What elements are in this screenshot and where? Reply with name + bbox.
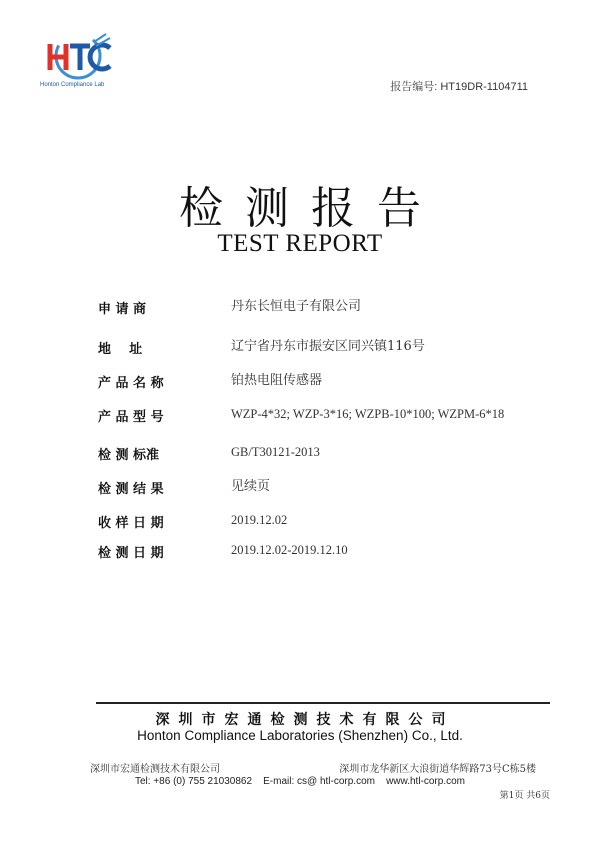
- title-chinese: 检测报告: [179, 183, 443, 234]
- info-value: WZP-4*32; WZP-3*16; WZPB-10*100; WZPM-6*18: [231, 407, 505, 421]
- info-value: 见续页: [231, 479, 271, 494]
- info-label: 申 请 商: [98, 302, 147, 317]
- info-value: 铂热电阻传感器: [231, 373, 323, 388]
- info-value: 辽宁省丹东市振安区同兴镇116号: [231, 339, 425, 354]
- info-label: 检 测 标准: [98, 448, 160, 463]
- report-number-label: 报告编号:: [390, 81, 438, 93]
- logo-caption: Honton Compliance Lab: [40, 82, 105, 88]
- report-number: [390, 78, 528, 94]
- info-label: 检 测 结 果: [98, 482, 164, 497]
- info-value: 2019.12.02: [231, 513, 288, 527]
- company-name-chinese: 深圳市宏通检测技术有限公司: [155, 712, 455, 728]
- footer-divider: [96, 702, 550, 704]
- info-value: 丹东长恒电子有限公司: [231, 299, 362, 314]
- info-value: 2019.12.02-2019.12.10: [231, 543, 348, 557]
- page-number: 第1页 共6页: [499, 791, 550, 801]
- company-name-english: Honton Compliance Laboratories (Shenzhen) Co., Ltd.: [137, 728, 463, 743]
- info-label: 地 址: [98, 342, 143, 357]
- report-number-value: HT19DR-1104711: [440, 81, 528, 93]
- info-label: 收 样 日 期: [98, 516, 164, 531]
- address-right: 深圳市龙华新区大浪街道华辉路73号C栋5楼: [339, 764, 536, 775]
- contact-line: Tel: +86 (0) 755 21030862 E-mail: cs@ htl-corp.com www.htl-corp.com: [134, 776, 465, 787]
- info-label: 产 品 型 号: [98, 410, 164, 425]
- info-label: 检 测 日 期: [98, 546, 164, 561]
- company-logo: [40, 30, 120, 90]
- info-label: 产 品 名 称: [98, 376, 164, 391]
- title-english: TEST REPORT: [217, 230, 383, 257]
- info-value: GB/T30121-2013: [231, 445, 320, 459]
- address-left: 深圳市宏通检测技术有限公司: [90, 764, 220, 775]
